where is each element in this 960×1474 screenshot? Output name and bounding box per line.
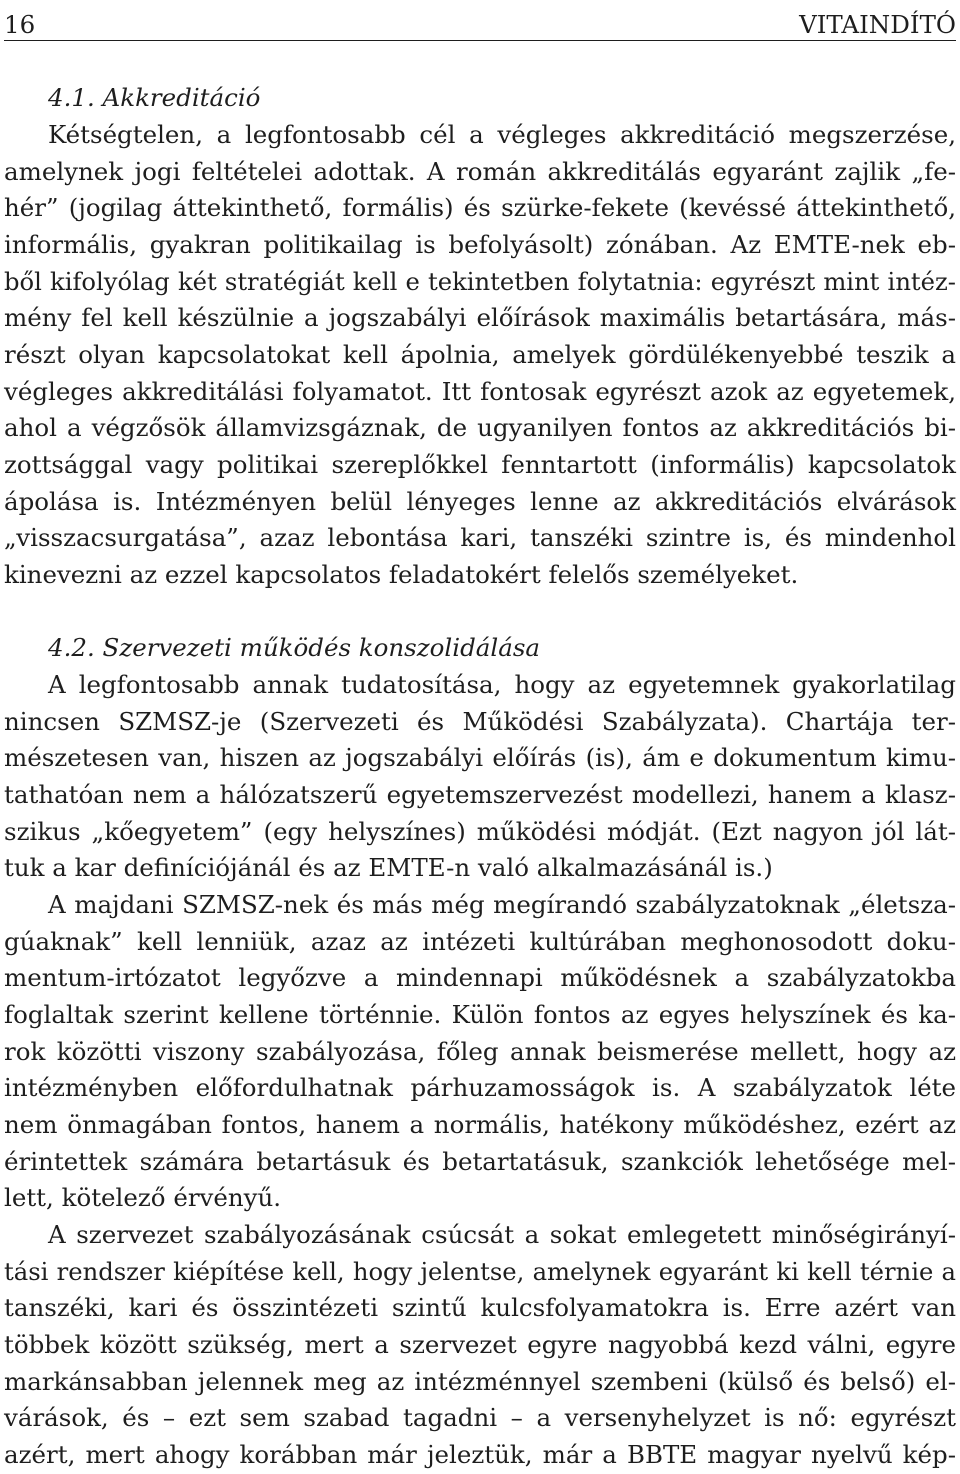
page-number: 16 (4, 10, 36, 39)
text-line: érintettek számára betartásuk és betartatásuk, szankciók lehetősége mel- (4, 1147, 956, 1176)
text-line: többek között szükség, mert a szervezet egyre nagyobbá kezd válni, egyre (4, 1330, 956, 1359)
text-line: Kétségtelen, a legfontosabb cél a végleges akkreditáció megszerzése, (48, 120, 956, 149)
text-line: hér” (jogilag áttekinthető, formális) és szürke-fekete (kevéssé áttekinthető, (4, 193, 956, 222)
text-line: tathatóan nem a hálózatszerű egyetemszervezést modellezi, hanem a klasz- (4, 780, 956, 809)
text-line: tanszéki, kari és összintézeti szintű kulcsfolyamatokra is. Erre azért van (4, 1293, 956, 1322)
section-heading-accreditation: 4.1. Akkreditáció (48, 83, 261, 112)
text-line: nincsen SZMSZ-je (Szervezeti és Működési Szabályzata). Chartája ter- (4, 707, 956, 736)
text-line: részt olyan kapcsolatokat kell ápolnia, amelyek gördülékenyebbé teszik a (4, 340, 956, 369)
running-header (4, 2, 956, 40)
text-line: kinevezni az ezzel kapcsolatos feladatokért felelős személyeket. (4, 560, 799, 589)
text-line: informális, gyakran politikailag is befolyásolt) zónában. Az EMTE-nek eb- (4, 230, 956, 259)
text-line: A szervezet szabályozásának csúcsát a sokat emlegetett minőségirányí- (48, 1220, 956, 1249)
text-line: ből kifolyólag két stratégiát kell e tekintetben folytatnia: egyrészt mint intéz- (4, 267, 956, 296)
text-line: gúaknak” kell lenniük, azaz az intézeti kultúrában meghonosodott doku- (4, 927, 956, 956)
text-line: amelynek jogi feltételei adottak. A román akkreditálás egyaránt zajlik „fe- (4, 157, 956, 186)
text-line: rok közötti viszony szabályozása, főleg annak beismerése mellett, hogy az (4, 1037, 956, 1066)
text-line: A majdani SZMSZ-nek és más még megírandó szabályzatoknak „életsza- (48, 890, 956, 919)
text-line: mény fel kell készülnie a jogszabályi előírások maximális betartására, más- (4, 303, 956, 332)
text-line: végleges akkreditálási folyamatot. Itt fontosak egyrészt azok az egyetemek, (4, 377, 956, 406)
text-line: várások, és – ezt sem szabad tagadni – a versenyhelyzet is nő: egyrészt (4, 1403, 956, 1432)
text-line: szikus „kőegyetem” (egy helyszínes) működési módját. (Ezt nagyon jól lát- (4, 817, 956, 846)
text-line: „visszacsurgatása”, azaz lebontása kari, tanszéki szintre is, és mindenhol (4, 523, 956, 552)
text-line: lett, kötelező érvényű. (4, 1183, 282, 1212)
text-line: mentum-irtózatot legyőzve a mindennapi működésnek a szabályzatokba (4, 963, 956, 992)
text-line: markánsabban jelennek meg az intézménnyel szembeni (külső és belső) el- (4, 1367, 956, 1396)
text-line: A legfontosabb annak tudatosítása, hogy az egyetemnek gyakorlatilag (48, 670, 956, 699)
section-heading-organisation: 4.2. Szervezeti működés konszolidálása (48, 633, 540, 662)
text-line: mészetesen van, hiszen az jogszabályi előírás (is), ám e dokumentum kimu- (4, 743, 956, 772)
header-rule (4, 40, 956, 41)
text-line: tuk a kar definíciójánál és az EMTE-n való alkalmazásánál is.) (4, 853, 773, 882)
text-line: nem önmagában fontos, hanem a normális, hatékony működéshez, ezért az (4, 1110, 956, 1139)
text-line: zottsággal vagy politikai szereplőkkel fenntartott (informális) kapcsolatok (4, 450, 956, 479)
text-line: tási rendszer kiépítése kell, hogy jelentse, amelynek egyaránt ki kell térnie a (4, 1257, 956, 1286)
text-line: intézményben előfordulhatnak párhuzamosságok is. A szabályzatok léte (4, 1073, 956, 1102)
text-line: azért, mert ahogy korábban már jeleztük, már a BBTE magyar nyelvű kép- (4, 1440, 956, 1469)
text-line: ápolása is. Intézményen belül lényeges lenne az akkreditációs elvárások (4, 487, 956, 516)
running-title: VITAINDÍTÓ (799, 10, 956, 39)
text-line: ahol a végzősök államvizsgáznak, de ugyanilyen fontos az akkreditációs bi- (4, 413, 956, 442)
text-line: foglaltak szerint kellene történnie. Külön fontos az egyes helyszínek és ka- (4, 1000, 956, 1029)
